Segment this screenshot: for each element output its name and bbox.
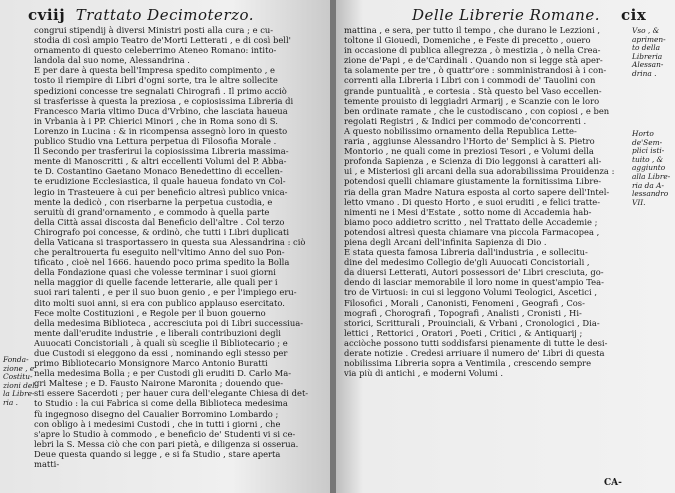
right-margin-note-mid [632, 130, 674, 207]
text-line: ui , e Misteriosi gli arcani della sua adorabilissima Prouidenza : [344, 166, 615, 177]
text-line: derate notizie . Credesi arriuare il numero de' Libri di questa [344, 348, 605, 358]
text-line: ria della gran Madre Natura esposta al corto sapere dell'Intel- [344, 186, 610, 197]
text-line: due Custodi si eleggono da essi , nominando egli stesso per [34, 348, 288, 358]
text-line: Fece molte Costituzioni , e Regole per il buon gouerno [34, 307, 266, 318]
catchword: CA- [604, 478, 622, 488]
margin-note-line: zione , e [3, 363, 35, 373]
text-line: mente la dedicò , con riserbarne la perpetua custodia, e [34, 196, 273, 207]
text-line: zione de'Papi , e de'Cardinali . Quando non si legge stà aper- [344, 55, 603, 66]
text-line: Chirografo poi concesse, & ordinò, che tutti i Libri duplicati [34, 226, 290, 237]
margin-note-line: ria . [3, 397, 19, 407]
text-line: matti- [34, 459, 60, 470]
right-running-head [412, 6, 646, 24]
text-line: lettici , Rettorici , Oratori , Poeti , Critici , & Antiquarij ; [344, 327, 583, 338]
margin-note-line: drina . [632, 68, 657, 78]
text-line: to Studio : la cui Fabrica si come della Biblioteca medesima [34, 398, 288, 409]
margin-note-line: ria da A- [632, 180, 664, 190]
text-line: Filosofici , Morali , Canonisti, Fenomeni , Geografi , Cos- [344, 297, 585, 308]
margin-note-line: alla Libre- [632, 171, 671, 181]
text-line: A questo nobilissimo ornamento della Republica Lette- [344, 125, 577, 136]
text-line: storici, Scritturali , Prouinciali, & Vrbani , Cronologici , Dia- [344, 317, 600, 328]
text-line: mente dall'erudite industrie , e liberali contribuzioni degli [34, 327, 281, 338]
text-line: regolati Registri , & Indici per commodo de'concorrenti . [344, 115, 587, 126]
margin-note-line: plici isti- [632, 146, 665, 156]
text-line: acciòche possono tutti soddisfarsi pienamente di tutte le desi- [344, 337, 608, 348]
text-line: via più di antichi , e moderni Volumi . [344, 368, 504, 379]
right-running-title: Delle Librerie Romane. [412, 6, 600, 24]
text-line: Montorio , ne quali come in preziosi Tesori , e Volumi della [344, 146, 594, 157]
text-line: dine del medesimo Collegio de'gli Auuocati Concistoriali , [344, 257, 590, 268]
text-line: primo Bibliotecario Monsignore Marco Antonio Buratti [34, 358, 268, 369]
text-line: Lorenzo in Lucina : & in ricompensa assegnò loro in questo [34, 125, 288, 136]
text-line: mografi , Chorografi , Topografi , Analisti , Cronisti , Hi- [344, 307, 582, 318]
text-line: dendo di lasciar memorabile il loro nome in quest'ampio Tea- [344, 277, 604, 288]
text-line: della medesima Biblioteca , accresciuta poi di Libri successiua- [34, 317, 304, 328]
text-line: ornamento di questo celeberrimo Ateneo Romano: intito- [34, 45, 277, 56]
text-line: suoi rari talenti , e per il suo buon genio , e per l'impiego eru- [34, 287, 297, 298]
text-line: tosto il riempire di Libri d'ogni sorte, tra le altre sollecite [34, 75, 278, 86]
text-line: dito molti suoi anni, si era con publico applauso esercitato. [34, 297, 285, 308]
margin-note-line: Vso , & [632, 26, 660, 35]
text-line: della Vaticana si trasportassero in questa sua Alessandrina : ciò [34, 236, 306, 247]
text-line: sti essere Sacerdoti ; per hauer cura dell'elegante Chiesa di det- [34, 388, 309, 399]
text-line: landola dal suo nome, Alessandrina . [34, 55, 190, 66]
text-line: da diuersi Letterati, Autori possessori de' Libri cresciuta, go- [344, 267, 604, 278]
left-running-head [28, 6, 254, 24]
text-line: te erudizione Ecclesiastica, il quale haueua fondato vn Col- [34, 176, 286, 187]
text-line: publico Studio vna Lettura perpetua di Filosofia Morale . [34, 136, 277, 147]
text-line: tificato , cioè nel 1666. hauendo poco prima spedito la Bolla [34, 257, 290, 268]
text-line: tro de Virtuosi: in cui si leggono Volumi Teologici, Ascetici , [344, 287, 597, 298]
text-line: legio in Trasteuere à cui per beneficio altresì publico vnica- [34, 186, 288, 197]
text-line: te D. Costantino Gaetano Monaco Benedettino di eccellen- [34, 166, 283, 177]
text-line: potendosi altresì questa chiamare vna piccola Farmacopea , [344, 226, 600, 237]
margin-note-line: Libreria [632, 51, 663, 61]
text-line: mente di Manoscritti , & altri eccellenti Volumi del P. Abba- [34, 156, 287, 167]
left-running-title: Trattato Decimoterzo. [75, 6, 255, 24]
text-line: biamo poco addietro scritto , nel Trattato delle Accademie ; [344, 216, 598, 227]
text-line: lebri la S. Messa ciò che con pari pietà, e diligenza si osserua. [34, 438, 299, 449]
text-line: in Vrbania à i PP. Chierici Minori , che in Roma sono di S. [34, 115, 278, 126]
text-line: nimenti ne i Mesi d'Estate , sotto nome di Accademia hab- [344, 206, 592, 217]
left-margin-note [3, 355, 38, 408]
margin-note-line: to della [632, 43, 661, 53]
left-page [0, 0, 332, 493]
text-line: E per dare à questa bell'Impresa spedito compimento , e [34, 65, 276, 76]
margin-note-line: aggiunto [632, 163, 666, 173]
text-line: correnti alla Libreria i Libri con i commodi de' Tauolini con [344, 75, 596, 86]
margin-note-line: la Libre- [3, 389, 35, 399]
left-folio: cviij [28, 6, 66, 24]
text-line: ta solamente per tre , ò quattr'ore : somministrandosi à i con- [344, 65, 607, 76]
margin-note-line: Costitu- [3, 372, 33, 382]
right-margin-note-top [632, 27, 674, 79]
text-line: in occasione di publica allegrezza , ò mestizia , ò nella Crea- [344, 45, 601, 56]
text-line: Francesco Maria vltimo Duca d'Vrbino, che lasciata haueua [34, 105, 288, 116]
right-page [336, 0, 675, 493]
text-line: Deue questa quando si legge , e si fa Studio , stare aperta [34, 448, 281, 459]
text-line: s'apre lo Studio à commodo , e beneficio de' Studenti vi si ce- [34, 428, 296, 439]
text-line: stodia di così ampio Teatro de'Morti Letterati , e di così bell' [34, 35, 291, 46]
text-line: gri Maltese ; e D. Fausto Nairone Maronita ; douendo que- [34, 378, 284, 389]
text-line: che peraltrouerta fu eseguito nell'vltimo Anno del suo Pon- [34, 247, 285, 258]
margin-note-line: zioni del- [3, 380, 38, 390]
right-body-text [344, 25, 628, 378]
text-line: si trasferisse à questa la preziosa , e copiosissima Libreria di [34, 95, 294, 106]
text-line: nobilissima Libreria sopra a Ventimila , crescendo sempre [344, 358, 592, 369]
text-line: seruitù di grand'ornamento , e commodo à quella parte [34, 206, 270, 217]
text-line: nella medesima Bolla ; e per Custodi gli eruditi D. Carlo Ma- [34, 368, 292, 379]
text-line: ben ordinate ramate , che le custodiscano , con copiosi , e ben [344, 105, 610, 116]
text-line: profonda Sapienza , e Scienza di Dio leggonsi à caratteri ali- [344, 156, 602, 167]
text-line: grande puntualità , e cortesia . Stà questo bel Vaso eccellen- [344, 85, 602, 96]
text-line: della Città assai discosta dal Beneficio dell'altre . Col terzo [34, 216, 285, 227]
text-line: piena degli Arcani dell'infinita Sapienza di Dio . [344, 236, 547, 247]
text-line: letto vmano . Di questo Horto , e suoi eruditi , e felici tratte- [344, 196, 601, 207]
text-line: E stata questa famosa Libreria dall'industria , e sollecitu- [344, 247, 588, 258]
margin-note-line: VII. [632, 197, 646, 207]
margin-note-line: lessandro [632, 189, 669, 199]
text-line: Auuocati Concistoriali , à quali sù sceglie il Bibliotecario ; e [34, 337, 288, 348]
margin-note-line: Alessan- [632, 60, 664, 70]
text-line: potendosi quelli chiamare giustamente la fornitissima Libre- [344, 176, 602, 187]
left-body-text [34, 25, 326, 469]
text-line: spedizioni concesse tre segnalati Chirografi . Il primo acciò [34, 85, 287, 96]
margin-note-line: Fonda- [3, 355, 29, 364]
text-line: con obligo à i medesimi Custodi , che in tutti i giorni , che [34, 418, 281, 429]
margin-note-line: tuito , & [632, 154, 664, 164]
text-line: nella maggior di quelle facende letterarie, alle quali per i [34, 277, 278, 288]
margin-note-line: Horto [632, 129, 654, 138]
text-line: Il Secondo per trasferirui la copiosissima Libreria massima- [34, 146, 289, 157]
right-folio: cix [621, 6, 647, 24]
text-line: temente prouisto di leggiadri Armarij , e Scanzie con le loro [344, 95, 600, 106]
text-line: congrui stipendij à diversi Ministri posti alla cura ; e cu- [34, 25, 274, 35]
text-line: toltone il Giouedì, Domeniche , e Feste di precetto , ouero [344, 35, 591, 46]
text-line: raria , aggiunse Alessandro l'Horto de' Semplici à S. Pietro [344, 136, 595, 147]
text-line: della Fondazione quasi che volesse terminar i suoi giorni [34, 267, 276, 278]
text-line: mattina , e sera, per tutto il tempo , che durano le Lezzioni , [344, 25, 601, 35]
margin-note-line: aprimen- [632, 34, 666, 44]
text-line: fù ingegnoso disegno del Caualier Borromino Lombardo ; [34, 408, 279, 419]
margin-note-line: de'Sem- [632, 137, 663, 147]
